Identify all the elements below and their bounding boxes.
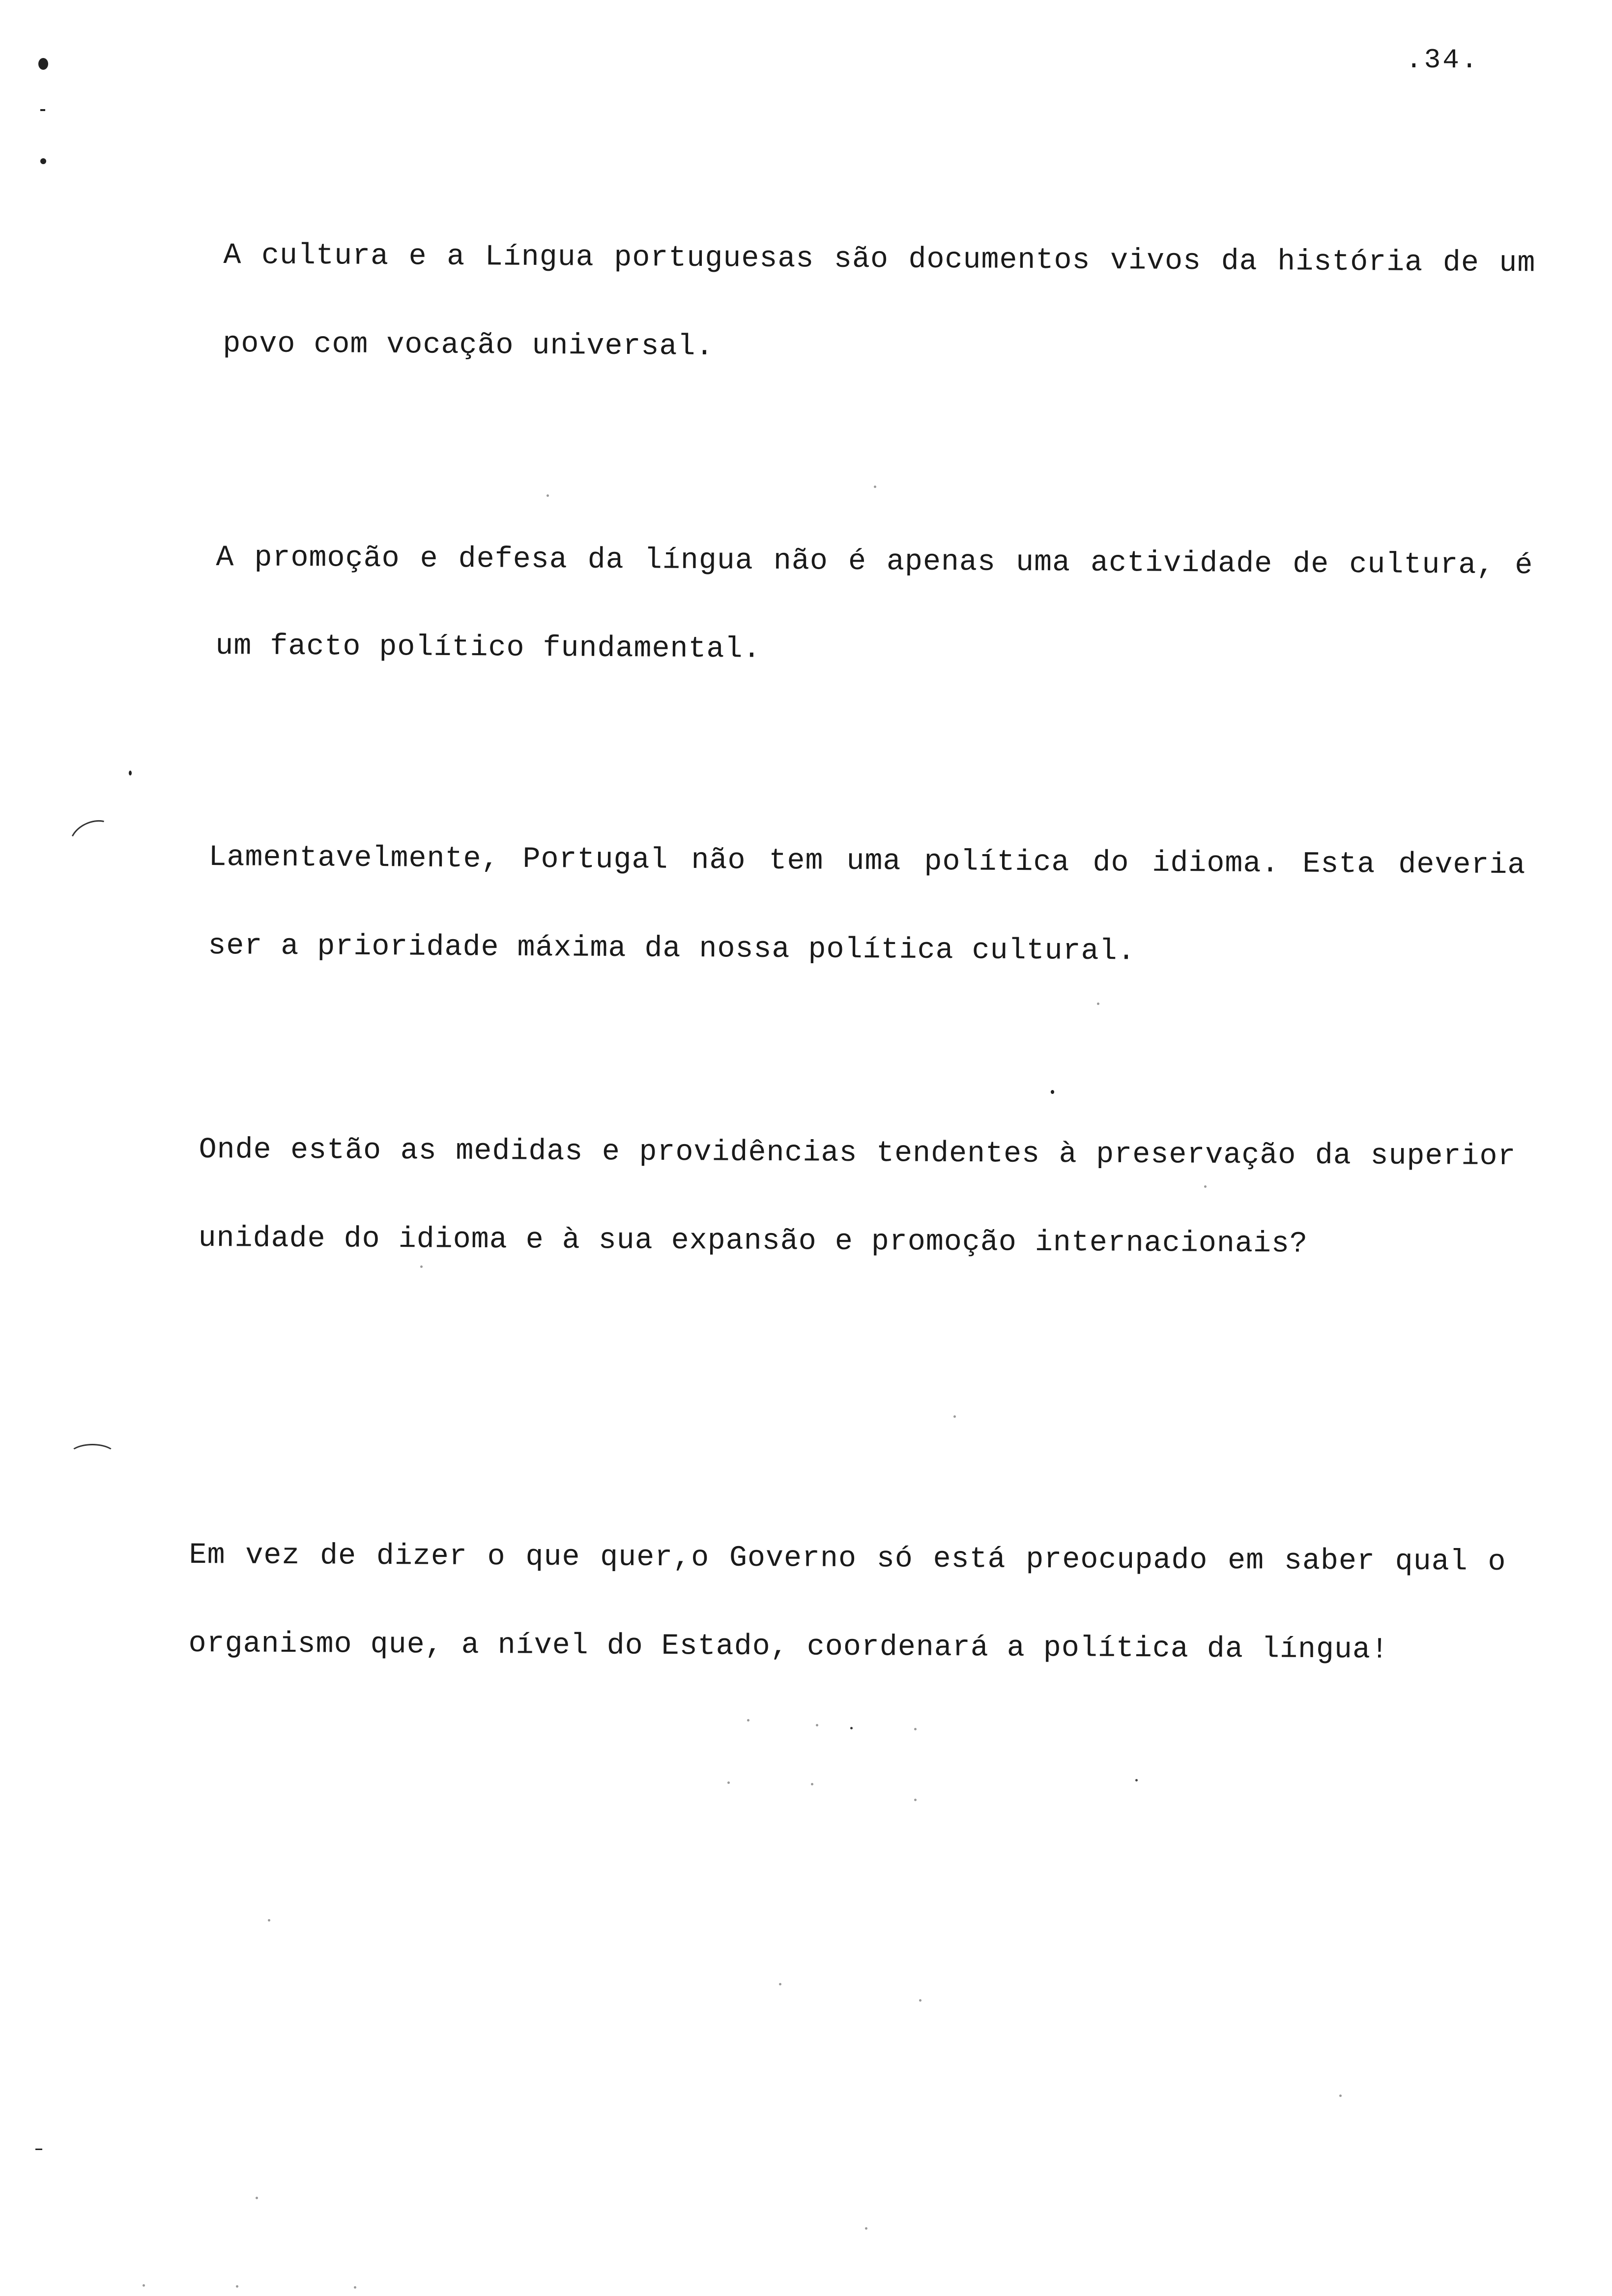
scan-speck bbox=[256, 2197, 258, 2199]
scan-speck bbox=[914, 1799, 917, 1801]
scan-speck bbox=[747, 1719, 749, 1722]
paragraph-5: Em vez de dizer o que quer,o Governo só está preocupado em saber qual o organismo que, a nível do Estado, coordenará a política da língua! bbox=[188, 1538, 1506, 1667]
paragraph-3: Lamentavelmente, Portugal não tem uma política do idioma. Esta deveria ser a prioridade máxima da nossa política cultural. bbox=[208, 840, 1526, 969]
scan-speck bbox=[1135, 1779, 1138, 1781]
scan-speck bbox=[547, 494, 549, 497]
paragraph-4: Onde estão as medidas e providências tendentes à preservação da superior unidade do idioma e à sua expansão e promoção internacionais? bbox=[198, 1133, 1516, 1261]
scan-speck bbox=[953, 1415, 956, 1418]
scan-speck bbox=[919, 1999, 921, 2002]
scan-speck bbox=[268, 1919, 270, 1922]
scan-speck bbox=[914, 1728, 917, 1730]
margin-mark bbox=[129, 771, 132, 775]
scan-speck bbox=[1097, 1003, 1099, 1005]
margin-mark bbox=[38, 58, 48, 70]
scan-speck bbox=[1204, 1185, 1207, 1188]
scan-speck bbox=[865, 2227, 867, 2230]
margin-arc-mark bbox=[64, 813, 121, 862]
margin-mark bbox=[40, 158, 46, 164]
paragraph-1: A cultura e a Língua portuguesas são documentos vivos da história de um povo com vocação universal. bbox=[223, 238, 1536, 364]
scan-speck bbox=[143, 2284, 145, 2287]
scan-speck bbox=[874, 486, 876, 488]
scan-speck bbox=[420, 1265, 423, 1268]
margin-mark bbox=[40, 109, 45, 111]
scan-speck bbox=[811, 1783, 813, 1785]
margin-arc-mark bbox=[69, 1444, 116, 1466]
margin-mark bbox=[35, 2149, 42, 2150]
page-number: .34. bbox=[1406, 44, 1480, 76]
scan-speck bbox=[727, 1781, 730, 1784]
scan-speck bbox=[779, 1983, 781, 1985]
scan-speck bbox=[236, 2285, 238, 2288]
scan-speck bbox=[816, 1724, 818, 1726]
scan-speck bbox=[354, 2286, 356, 2289]
scan-speck bbox=[1051, 1090, 1054, 1094]
paragraph-2: A promoção e defesa da língua não é apenas uma actividade de cultura, é um facto político fundamental. bbox=[215, 541, 1533, 666]
scan-speck bbox=[850, 1727, 853, 1729]
scan-speck bbox=[1339, 2095, 1342, 2097]
